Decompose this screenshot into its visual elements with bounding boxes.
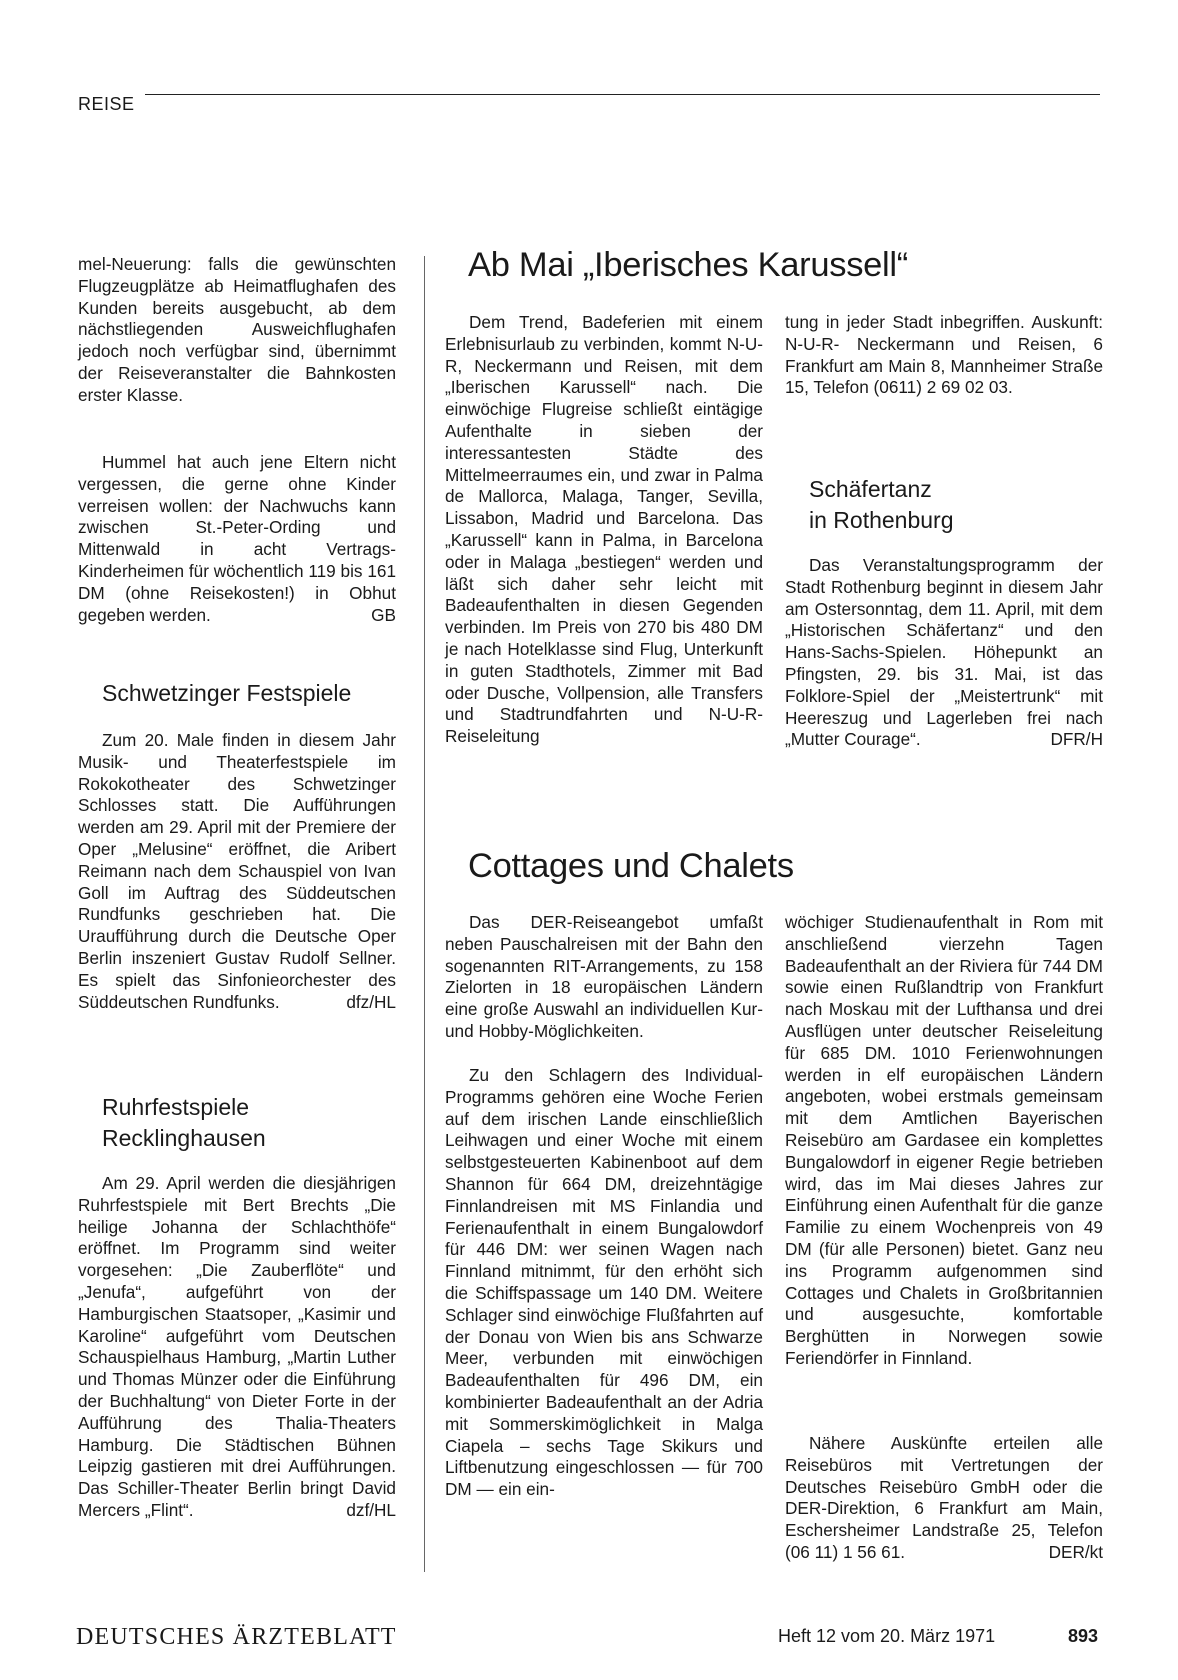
headline-cottages-und-chalets: Cottages und Chalets (468, 847, 794, 885)
issue-info: Heft 12 vom 20. März 1971 (778, 1626, 996, 1646)
byline-dfz-hl: dfz/HL (346, 991, 396, 1012)
col1-paragraph-4 (78, 1173, 396, 1522)
heading-ruhrfestspiele-line-2: Recklinghausen (102, 1125, 266, 1151)
article2-column-a-paragraph-1: Das DER-Reiseangebot umfaßt neben Pauschalreisen mit der Bahn den sogenannten RIT-Arrangements, zu 158 Zielorten in 18 europäischen Ländern eine große Auswahl an individuellen Kur- und Hobby-Möglichkeiten. (445, 912, 763, 1041)
heading-schaefertanz (809, 474, 1109, 536)
article1-column-a: Dem Trend, Badeferien mit einem Erlebnisurlaub zu verbinden, kommt N-U-R, Neckermann und Reisen, mit dem „Iberischen Karussell“ nach. Die einwöchige Flugreise schließt eintägige Aufenthalte in sieben der interessantesten Städte des Mittelmeerraumes ein, und zwar in Palma de Mallorca, Malaga, Tanger, Sevilla, Lissabon, Madrid und Barcelona. Das „Karussell“ kann in Palma, in Barcelona oder in Malaga „bestiegen“ werden und läßt sich daher sehr leicht mit Badeaufenthalten in diesen Gegenden verbinden. Im Preis von 270 bis 480 DM je nach Hotelklasse sind Flug, Unterkunft in guten Stadthotels, Zimmer mit Bad oder Dusche, Vollpension, alle Transfers und Stadtrundfahrten und N-U-R-Reiseleitung (445, 312, 763, 747)
header-rule (145, 94, 1100, 95)
byline-gb: GB (371, 604, 396, 625)
col1-paragraph-4-text: Am 29. April werden die diesjährigen Ruhrfestspiele mit Bert Brechts „Die heilige Johanna der Schlachthöfe“ eröffnet. Im Programm sind weiter vorgesehen: „Die Zauberflöte“ und „Jenufa“, aufgeführt von der Hamburgischen Staatsoper, „Kasimir und Karoline“ aufgeführt vom Deutschen Schauspielhaus Hamburg, „Martin Luther und Thomas Münzer oder die Einführung der Buchhaltung“ von Dieter Forte in der Aufführung des Thalia-Theaters Hamburg. Die Städtischen Bühnen Leipzig gastieren mit drei Aufführungen. Das Schiller-Theater Berlin bringt David Mercers „Flint“. (78, 1173, 396, 1520)
byline-dzf-hl: dzf/HL (346, 1499, 396, 1520)
byline-der-kt: DER/kt (1048, 1541, 1103, 1562)
headline-iberisches-karussell: Ab Mai „Iberisches Karussell“ (468, 246, 908, 284)
article2-column-b-paragraph-2-text: Nähere Auskünfte erteilen alle Reisebüros mit Vertretungen der Deutsches Reisebüro GmbH oder die DER-Direktion, 6 Frankfurt am Main, Eschersheimer Landstraße 25, Telefon (06 11) 1 56 61. (785, 1433, 1103, 1562)
heading-schaefertanz-line-1: Schäfertanz (809, 476, 932, 502)
byline-dfr-h: DFR/H (1050, 729, 1103, 750)
rothenburg-paragraph-text: Das Veranstaltungsprogramm der Stadt Rothenburg beginnt in diesem Jahr am Ostersonntag, dem 11. April, mit dem „Historischen Schäfertanz“ und den Hans-Sachs-Spielen. Höhepunkt an Pfingsten, 29. bis 31. Mai, ist das Folklore-Spiel der „Meistertrunk“ mit Heereszug und Lagerleben frei nach „Mutter Courage“. (785, 555, 1103, 750)
publication-name: DEUTSCHES ÄRZTEBLATT (76, 1624, 397, 1650)
article2-column-b-paragraph-1: wöchiger Studienaufenthalt in Rom mit anschließend vierzehn Tagen Badeaufenthalt an der Riviera für 744 DM sowie einen Rußlandtrip von Frankfurt nach Moskau mit der Lufthansa und drei Ausflügen unter deutscher Reiseleitung für 685 DM. 1010 Ferienwohnungen werden in elf europäischen Ländern angeboten, wobei erstmals gemeinsam mit dem Amtlichen Bayerischen Reisebüro am Gardasee ein komplettes Bungalowdorf in eigener Regie betrieben wird, das im Mai dieses Jahres zur Einführung einen Aufenthalt für die ganze Familie zu einem Wochenpreis von 49 DM (für alle Personen) bietet. Ganz neu ins Programm aufgenommen sind Cottages und Chalets in Großbritannien und ausgesuchte, komfortable Berghütten in Norwegen sowie Feriendörfer in Finnland. (785, 912, 1103, 1368)
col1-paragraph-2 (78, 452, 396, 626)
article1-column-b: tung in jeder Stadt inbegriffen. Auskunft: N-U-R- Neckermann und Reisen, 6 Frankfurt am Main 8, Mannheimer Straße 15, Telefon (0611) 2 69 02 03. (785, 312, 1103, 398)
section-label: REISE (78, 94, 135, 114)
col1-paragraph-3 (78, 730, 396, 1013)
article2-column-a-paragraph-2: Zu den Schlagern des Individual-Programms gehören eine Woche Ferien auf dem irischen Lande einschließlich Leihwagen und einer Woche mit einem selbstgesteuerten Kabinenboot auf dem Shannon für 664 DM, dreizehntägige Finnlandreisen mit MS Finlandia und Ferienaufenthalt in einem Bungalowdorf für 446 DM: wer seinen Wagen nach Finnland mitnimmt, für den erhöht sich die Schiffspassage um 140 DM. Weitere Schlager sind einwöchige Flußfahrten auf der Donau von Wien bis ans Schwarze Meer, verbunden mit einwöchigen Badeaufenthalten für 496 DM, ein kombinierter Badeaufenthalt an der Adria mit Sommerskimöglichkeit in Malga Ciapela – sechs Tage Skikurs und Liftbenutzung eingeschlossen — für 700 DM — ein ein- (445, 1065, 763, 1500)
heading-ruhrfestspiele-line-1: Ruhrfestspiele (102, 1094, 250, 1120)
column-divider (424, 256, 425, 1572)
heading-schaefertanz-line-2: in Rothenburg (809, 507, 954, 533)
article2-column-b-paragraph-2 (785, 1433, 1103, 1564)
col1-paragraph-3-text: Zum 20. Male finden in diesem Jahr Musik- und Theaterfestspiele im Rokokotheater des Schwetzinger Schlosses statt. Die Aufführungen werden am 29. April mit der Premiere der Oper „Melusine“ eröffnet, die Aribert Reimann nach dem Schauspiel von Ivan Goll im Auftrag des Süddeutschen Rundfunks geschrieben hat. Die Uraufführung durch die Deutsche Oper Berlin inszeniert Gustav Rudolf Sellner. Es spielt das Sinfonieorchester des Süddeutschen Rundfunks. (78, 730, 396, 1012)
col1-paragraph-2-text: Hummel hat auch jene Eltern nicht vergessen, die gerne ohne Kinder verreisen wollen: der Nachwuchs kann zwischen St.-Peter-Ording und Mittenwald in acht Vertrags-Kinderheimen für wöchentlich 119 bis 161 DM (ohne Reisekosten!) in Obhut gegeben werden. (78, 452, 396, 625)
heading-ruhrfestspiele (102, 1092, 402, 1154)
col1-paragraph-1: mel-Neuerung: falls die gewünschten Flugzeugplätze ab Heimatflughafen des Kunden bereits ausgebucht, ab dem nächstliegenden Ausweichflughafen jedoch noch verfügbar sind, übernimmt der Reiseveranstalter die Bahnkosten erster Klasse. (78, 254, 396, 405)
page-number: 893 (1068, 1626, 1099, 1646)
rothenburg-paragraph (785, 555, 1103, 751)
heading-schwetzinger-festspiele: Schwetzinger Festspiele (102, 680, 352, 706)
